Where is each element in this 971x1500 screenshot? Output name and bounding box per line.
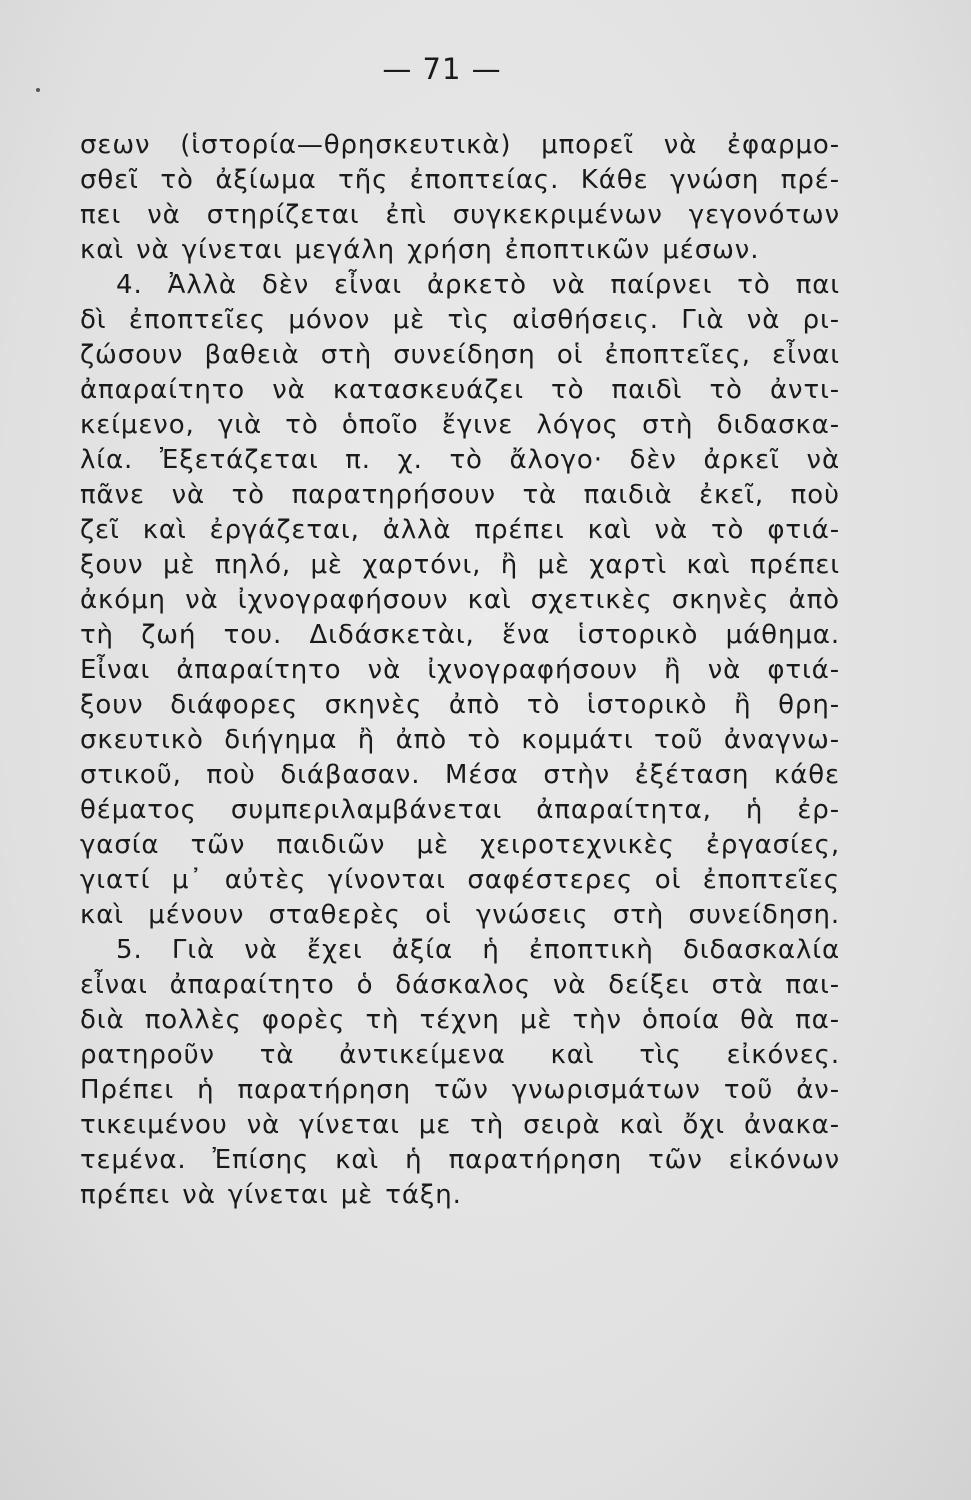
text-line: πει νὰ στηρίζεται ἐπὶ συγκεκριμένων γεγονότων xyxy=(80,200,840,230)
text-line: 4. Ἀλλὰ δὲν εἶναι ἀρκετὸ νὰ παίρνει τὸ παι xyxy=(116,270,840,300)
text-line: τικειμένου νὰ γίνεται με τὴ σειρὰ καὶ ὄχι ἀνακα- xyxy=(80,1110,840,1140)
text-line: Πρέπει ἡ παρατήρηση τῶν γνωρισμάτων τοῦ ἀν- xyxy=(80,1075,840,1105)
text-line: πᾶνε νὰ τὸ παρατηρήσουν τὰ παιδιὰ ἐκεῖ, ποὺ xyxy=(80,480,840,510)
text-line: ξουν μὲ πηλό, μὲ χαρτόνι, ἢ μὲ χαρτὶ καὶ πρέπει xyxy=(80,550,840,580)
text-line: τεμένα. Ἐπίσης καὶ ἡ παρατήρηση τῶν εἰκόνων xyxy=(80,1145,840,1175)
text-line: πρέπει νὰ γίνεται μὲ τάξη. xyxy=(80,1180,462,1210)
text-line: σθεῖ τὸ ἀξίωμα τῆς ἐποπτείας. Κάθε γνώση πρέ- xyxy=(80,165,840,195)
text-line: θέματος συμπεριλαμβάνεται ἀπαραίτητα, ἡ ἐρ- xyxy=(80,795,840,825)
text-line: ξουν διάφορες σκηνὲς ἀπὸ τὸ ἱστορικὸ ἢ θρη- xyxy=(80,690,840,720)
text-line: ζεῖ καὶ ἐργάζεται, ἀλλὰ πρέπει καὶ νὰ τὸ φτιά- xyxy=(80,515,840,545)
page-number: — 71 — xyxy=(382,52,502,86)
text-line: δὶ ἐποπτεῖες μόνον μὲ τὶς αἰσθήσεις. Γιὰ νὰ ρι- xyxy=(80,305,840,335)
text-line: διὰ πολλὲς φορὲς τὴ τέχνη μὲ τὴν ὁποία θὰ πα- xyxy=(80,1005,840,1035)
text-line: σκευτικὸ διήγημα ἢ ἀπὸ τὸ κομμάτι τοῦ ἀναγνω- xyxy=(80,725,840,755)
paper-speck xyxy=(36,88,40,92)
text-line: 5. Γιὰ νὰ ἔχει ἀξία ἡ ἐποπτικὴ διδασκαλία xyxy=(116,935,840,965)
text-line: γιατί μ᾽ αὐτὲς γίνονται σαφέστερες οἱ ἐποπτεῖες xyxy=(80,865,840,895)
text-line: καὶ μένουν σταθερὲς οἱ γνώσεις στὴ συνείδηση. xyxy=(80,900,840,930)
text-line: καὶ νὰ γίνεται μεγάλη χρήση ἐποπτικῶν μέσων. xyxy=(80,235,760,265)
text-line: ζώσουν βαθειὰ στὴ συνείδηση οἱ ἐποπτεῖες, εἶναι xyxy=(80,340,840,370)
text-line: στικοῦ, ποὺ διάβασαν. Μέσα στὴν ἐξέταση κάθε xyxy=(80,760,840,790)
text-line: Εἶναι ἀπαραίτητο νὰ ἰχνογραφήσουν ἢ νὰ φτιά- xyxy=(80,655,840,685)
text-line: κείμενο, γιὰ τὸ ὁποῖο ἔγινε λόγος στὴ διδασκα- xyxy=(80,410,840,440)
text-line: ἀκόμη νὰ ἰχνογραφήσουν καὶ σχετικὲς σκηνὲς ἀπὸ xyxy=(80,585,840,615)
text-line: σεων (ἱστορία—θρησκευτικὰ) μπορεῖ νὰ ἐφαρμο- xyxy=(80,130,840,160)
text-line: ρατηροῦν τὰ ἀντικείμενα καὶ τὶς εἰκόνες. xyxy=(80,1040,840,1070)
text-line: τὴ ζωή του. Διδάσκετὰι, ἕνα ἱστορικὸ μάθημα. xyxy=(80,620,840,650)
text-line: ἀπαραίτητο νὰ κατασκευάζει τὸ παιδὶ τὸ ἀντι- xyxy=(80,375,840,405)
text-line: γασία τῶν παιδιῶν μὲ χειροτεχνικὲς ἐργασίες, xyxy=(80,830,840,860)
text-line: λία. Ἐξετάζεται π. χ. τὸ ἄλογο· δὲν ἀρκεῖ νὰ xyxy=(80,445,840,475)
body-text xyxy=(80,128,840,1213)
text-line: εἶναι ἀπαραίτητο ὁ δάσκαλος νὰ δείξει στὰ παι- xyxy=(80,970,840,1000)
